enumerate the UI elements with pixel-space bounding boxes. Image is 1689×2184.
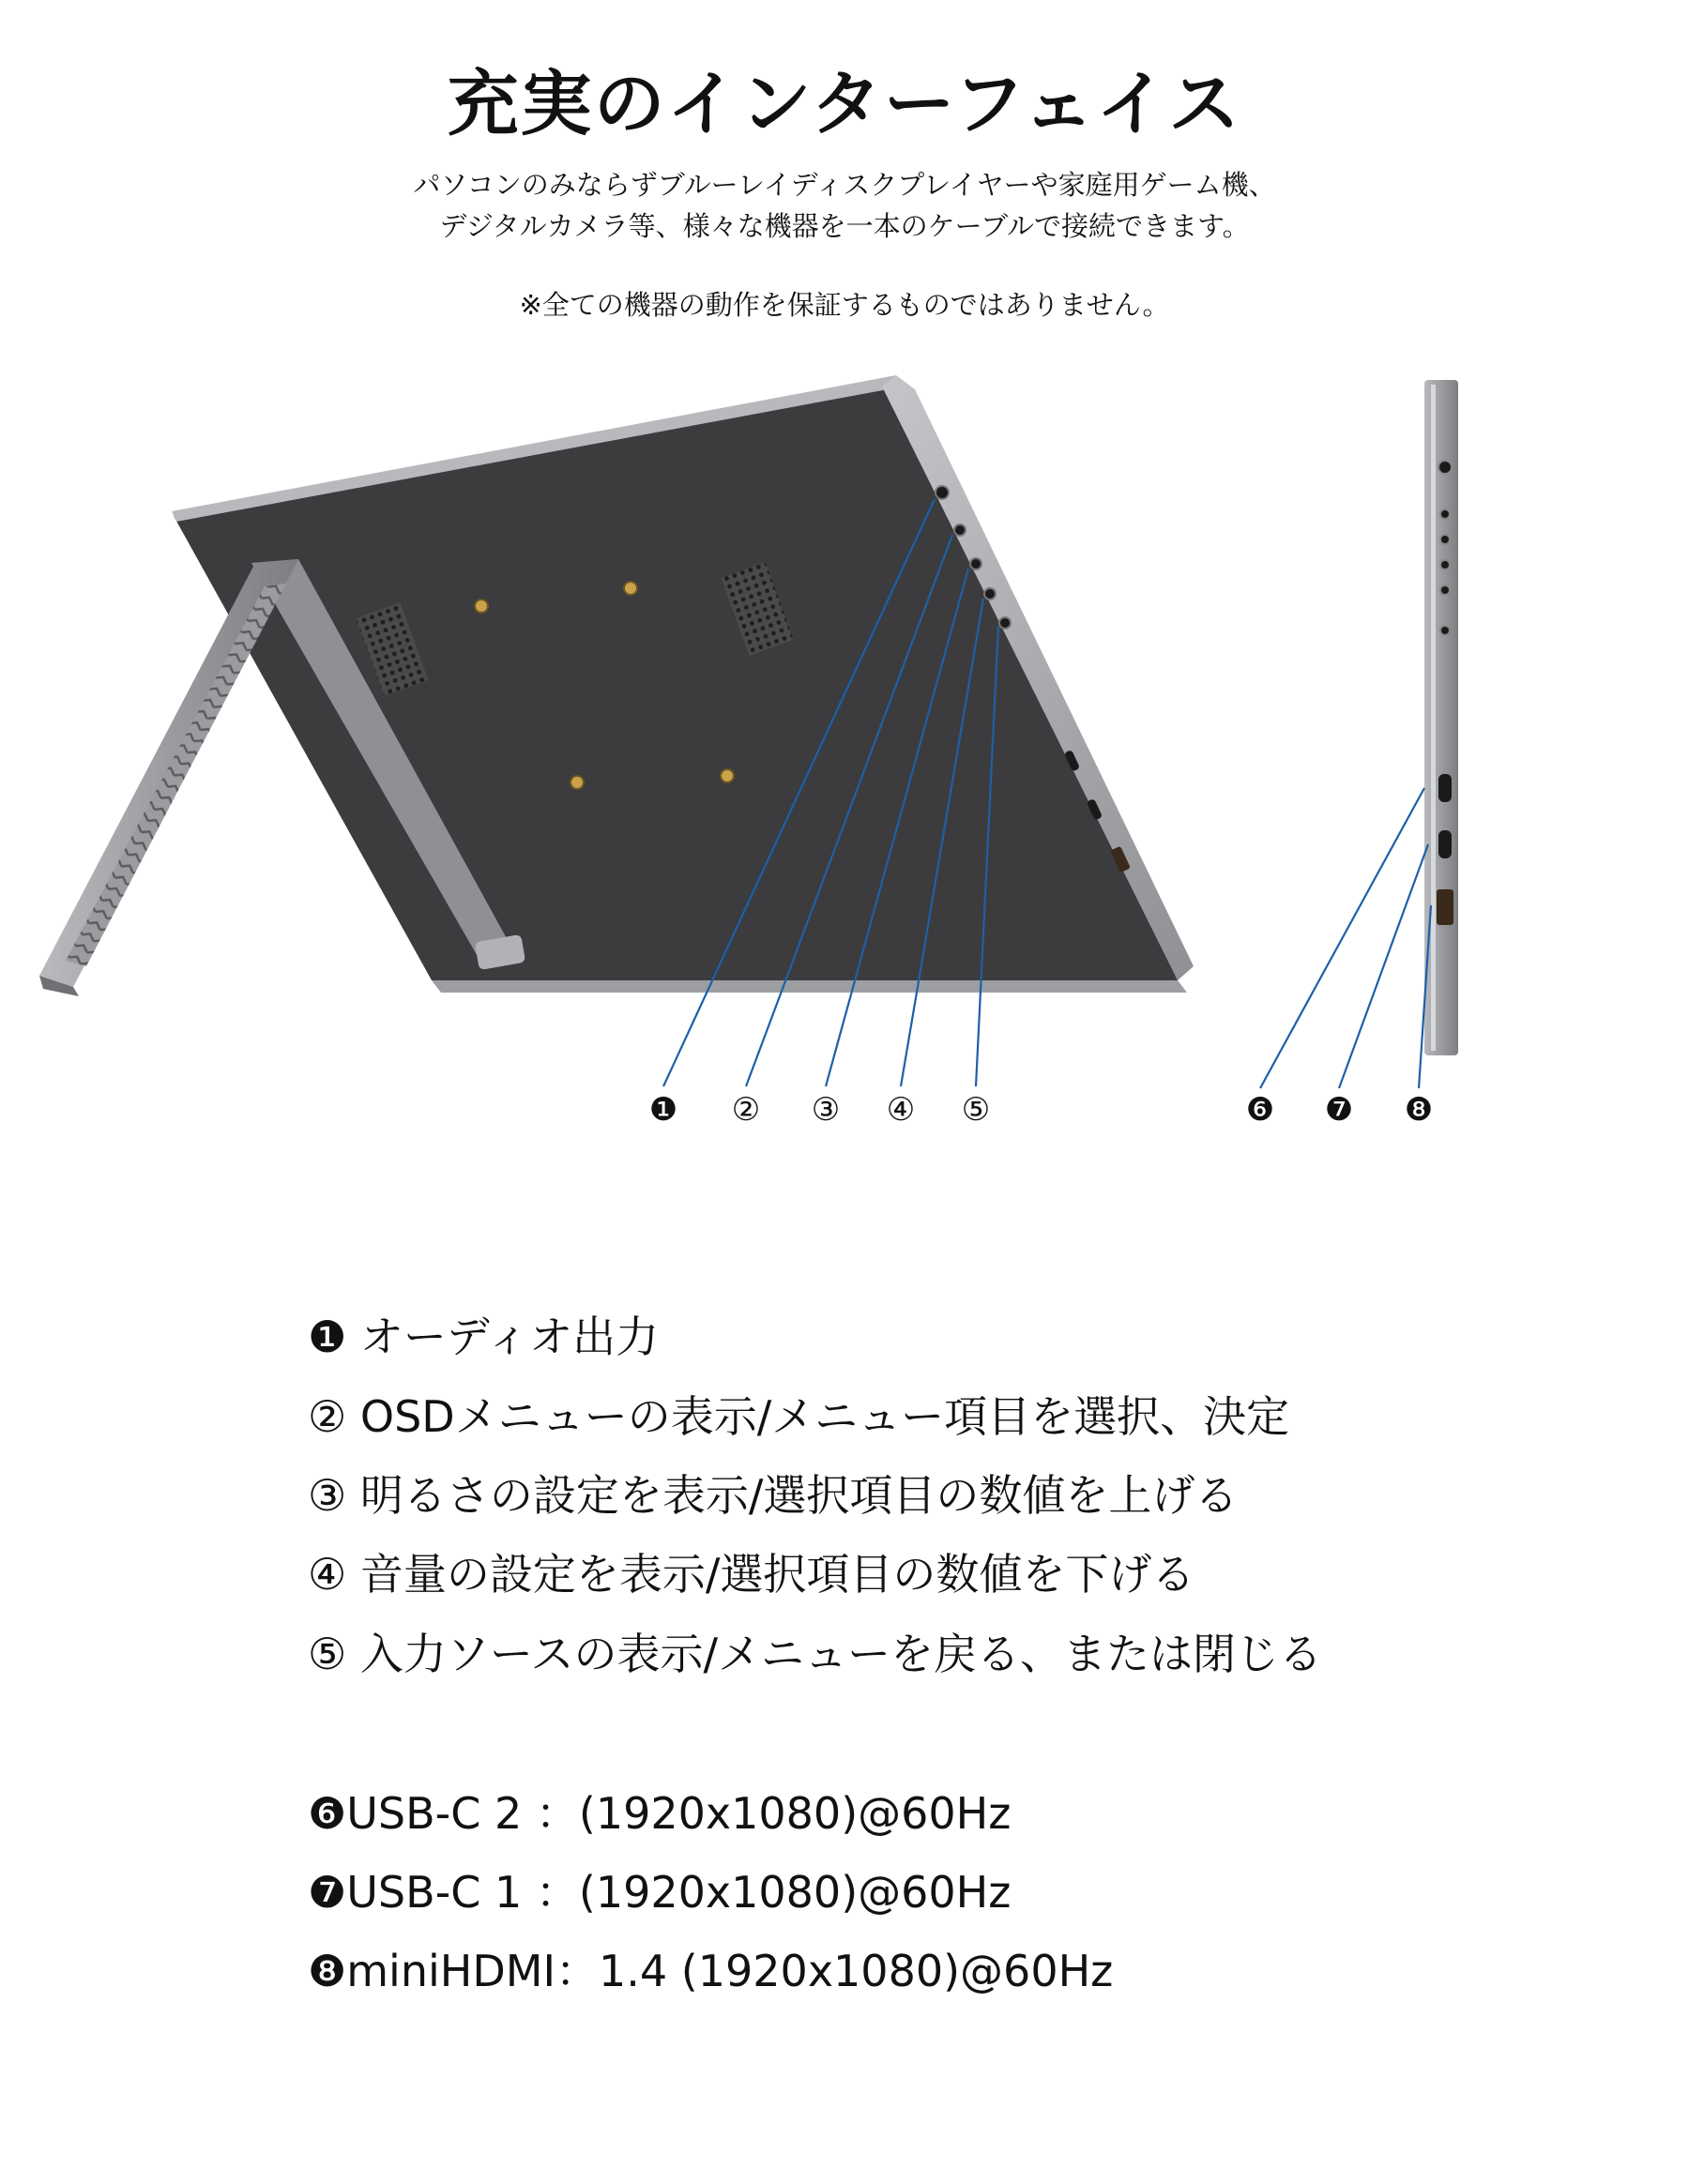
subtitle-line-1: パソコンのみならずブルーレイディスクプレイヤーや家庭用ゲーム機、 [413,169,1276,201]
port-usb-c-1: ❼USB-C 1 ：(1920x1080)@60Hz [308,1867,1012,1918]
feature-input-source: ⑤ 入力ソースの表示/メニューを戻る、または閉じる [308,1629,1323,1679]
feature-audio-output: ❶ オーディオ出力 [308,1312,660,1362]
callout-4: ④ [886,1091,916,1129]
audio-jack [936,486,949,499]
port-usb-c-2: ❻USB-C 2 ：(1920x1080)@60Hz [308,1788,1012,1839]
callout-5: ⑤ [961,1091,991,1129]
feature-brightness: ③ 明るさの設定を表示/選択項目の数値を上げる [308,1470,1239,1521]
disclaimer-note: ※全ての機器の動作を保証するものではありません。 [519,289,1170,321]
feature-osd-menu: ② OSDメニューの表示/メニュー項目を選択、決定 [308,1391,1290,1442]
callout-2: ② [731,1091,761,1129]
monitor-back-view [39,375,1194,996]
port-mini-hdmi: ❽miniHDMI：1.4 (1920x1080)@60Hz [308,1946,1114,1996]
monitor-side-view [1424,380,1458,1055]
monitor-bottom-edge [432,980,1187,993]
callout-1: ❶ [648,1091,678,1129]
subtitle-line-2: デジタルカメラ等、様々な機器を一本のケーブルで接続できます。 [439,210,1250,242]
callout-6: ❻ [1245,1091,1275,1129]
feature-volume: ④ 音量の設定を表示/選択項目の数値を下げる [308,1549,1195,1600]
callout-8: ❽ [1404,1091,1434,1129]
callout-3: ③ [811,1091,841,1129]
callout-7: ❼ [1324,1091,1354,1129]
page-title: 充実のインターフェイス [447,62,1242,145]
